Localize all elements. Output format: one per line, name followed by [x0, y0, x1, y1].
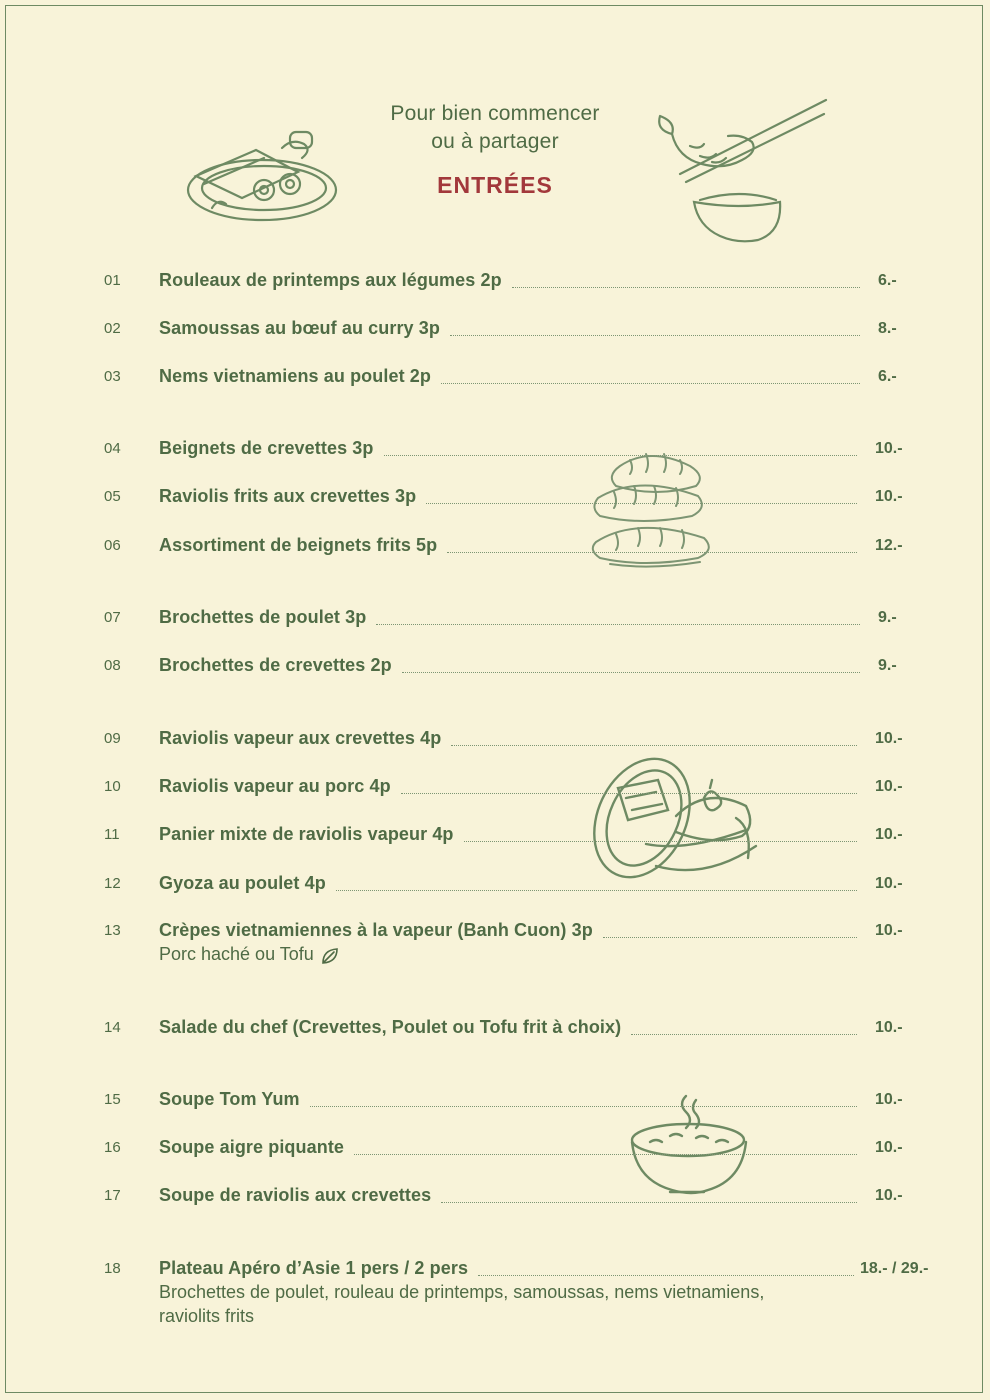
dot-leader: [401, 793, 857, 794]
item-name: Soupe aigre piquante: [159, 1137, 345, 1157]
item-name: Panier mixte de raviolis vapeur 4p: [159, 824, 454, 844]
dot-leader: [447, 552, 857, 553]
menu-item: [0, 440, 990, 464]
menu-item: [0, 826, 990, 850]
dot-leader: [441, 383, 860, 384]
item-name: Crèpes vietnamiennes à la vapeur (Banh Cuon) 3p: [159, 920, 593, 940]
item-name: Raviolis vapeur aux crevettes 4p: [159, 728, 442, 748]
menu-item: [0, 875, 990, 899]
item-price: 10.-: [875, 730, 903, 747]
steamer-basket-illustration: [586, 748, 766, 888]
item-number: 12: [104, 875, 121, 892]
item-price: 10.-: [875, 1187, 903, 1204]
item-price: 18.- / 29.-: [860, 1260, 929, 1277]
item-name: Rouleaux de printemps aux légumes 2p: [159, 270, 502, 290]
item-number: 06: [104, 537, 121, 554]
dot-leader: [450, 335, 860, 336]
item-number: 05: [104, 488, 121, 505]
item-name: Soupe de raviolis aux crevettes: [159, 1185, 432, 1205]
spring-rolls-illustration: [182, 128, 342, 228]
item-price: 6.-: [878, 368, 897, 385]
item-price: 12.-: [875, 537, 903, 554]
dot-leader: [310, 1106, 857, 1107]
menu-item: [0, 1019, 990, 1043]
dot-leader: [512, 287, 860, 288]
dot-leader: [441, 1202, 857, 1203]
menu-item: [0, 778, 990, 802]
dot-leader: [603, 937, 857, 938]
item-number: 13: [104, 922, 121, 939]
item-price: 10.-: [875, 922, 903, 939]
item-number: 03: [104, 368, 121, 385]
item-number: 15: [104, 1091, 121, 1108]
header-line-1: Pour bien commencer: [390, 102, 600, 125]
menu-item: [0, 320, 990, 344]
header-line-2: ou à partager: [431, 130, 559, 153]
item-name: Plateau Apéro d’Asie 1 pers / 2 pers: [159, 1258, 469, 1278]
menu-item: [0, 1091, 990, 1115]
dot-leader: [402, 672, 860, 673]
item-description-line-2: raviolits frits: [159, 1306, 255, 1326]
leaf-icon: [320, 946, 340, 966]
item-price: 10.-: [875, 778, 903, 795]
menu-item: [0, 1187, 990, 1211]
item-price: 10.-: [875, 440, 903, 457]
page-border: [5, 5, 983, 1393]
item-name: Brochettes de poulet 3p: [159, 607, 367, 627]
item-price: 6.-: [878, 272, 897, 289]
item-number: 18: [104, 1260, 121, 1277]
item-name: Soupe Tom Yum: [159, 1089, 300, 1109]
menu-item: [0, 537, 990, 561]
dot-leader: [384, 455, 858, 456]
menu-item: [0, 609, 990, 633]
item-name: Gyoza au poulet 4p: [159, 873, 326, 893]
dot-leader: [426, 503, 857, 504]
item-number: 17: [104, 1187, 121, 1204]
item-number: 10: [104, 778, 121, 795]
item-name: Raviolis vapeur au porc 4p: [159, 776, 391, 796]
item-number: 07: [104, 609, 121, 626]
item-name: Beignets de crevettes 3p: [159, 438, 374, 458]
item-price: 10.-: [875, 826, 903, 843]
item-name: Assortiment de beignets frits 5p: [159, 535, 438, 555]
item-price: 9.-: [878, 657, 897, 674]
item-description: Brochettes de poulet, rouleau de printemps, samoussas, nems vietnamiens,: [159, 1282, 765, 1302]
menu-item: [0, 1139, 990, 1163]
item-price: 10.-: [875, 1139, 903, 1156]
item-name: Raviolis frits aux crevettes 3p: [159, 486, 417, 506]
menu-item: [0, 272, 990, 296]
menu-item: [0, 922, 990, 946]
item-number: 01: [104, 272, 121, 289]
item-number: 04: [104, 440, 121, 457]
item-price: 10.-: [875, 1091, 903, 1108]
dot-leader: [376, 624, 860, 625]
item-number: 16: [104, 1139, 121, 1156]
dot-leader: [354, 1154, 857, 1155]
item-number: 11: [104, 826, 120, 843]
item-name: Salade du chef (Crevettes, Poulet ou Tofu frit à choix): [159, 1017, 622, 1037]
dot-leader: [631, 1034, 857, 1035]
dot-leader: [464, 841, 857, 842]
item-price: 10.-: [875, 1019, 903, 1036]
item-number: 08: [104, 657, 121, 674]
item-price: 8.-: [878, 320, 897, 337]
menu-item: [0, 730, 990, 754]
item-name: Samoussas au bœuf au curry 3p: [159, 318, 440, 338]
item-price: 10.-: [875, 488, 903, 505]
section-title: ENTRÉES: [437, 172, 553, 198]
item-price: 9.-: [878, 609, 897, 626]
item-price: 10.-: [875, 875, 903, 892]
menu-item: [0, 488, 990, 512]
item-number: 02: [104, 320, 121, 337]
item-name: Brochettes de crevettes 2p: [159, 655, 392, 675]
item-description: Porc haché ou Tofu: [159, 944, 314, 964]
menu-item: [0, 657, 990, 681]
item-name: Nems vietnamiens au poulet 2p: [159, 366, 431, 386]
dot-leader: [336, 890, 857, 891]
item-number: 14: [104, 1019, 121, 1036]
dot-leader: [478, 1275, 854, 1276]
menu-item: [0, 368, 990, 392]
menu-item: [0, 1260, 990, 1284]
chopsticks-shrimp-illustration: [650, 96, 830, 246]
item-number: 09: [104, 730, 121, 747]
dot-leader: [451, 745, 857, 746]
